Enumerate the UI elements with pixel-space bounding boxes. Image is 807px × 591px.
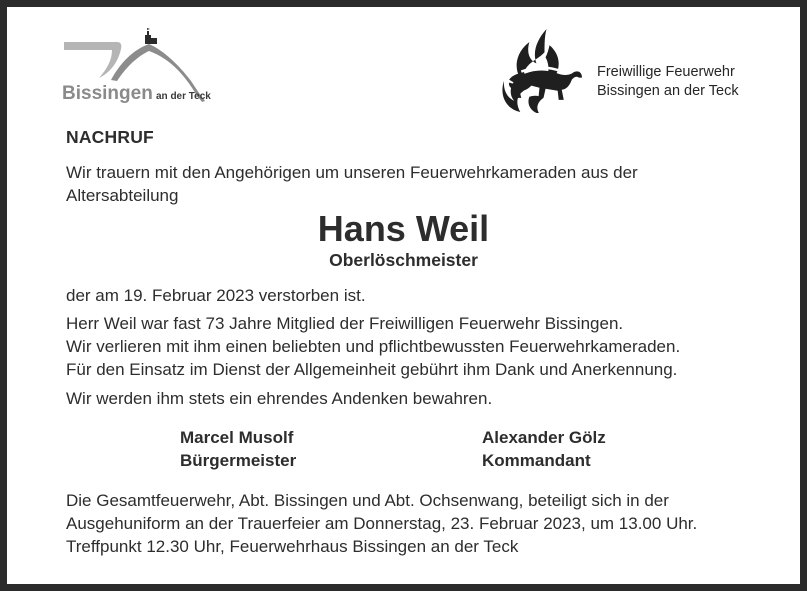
funeral-line-3: Treffpunkt 12.30 Uhr, Feuerwehrhaus Bissingen an der Teck (66, 537, 519, 556)
tribute-line-1: Herr Weil war fast 73 Jahre Mitglied der Freiwilligen Feuerwehr Bissingen. (66, 314, 624, 333)
tribute-line-3: Für den Einsatz im Dienst der Allgemeinheit gebührt ihm Dank und Anerkennung. (66, 360, 678, 379)
teck-hill-castle-icon (59, 25, 211, 109)
signatories (66, 426, 741, 472)
obituary-body (7, 126, 800, 558)
intro-line-2: Altersabteilung (66, 186, 179, 205)
fire-department-name-line1: Freiwillige Feuerwehr (597, 64, 735, 80)
funeral-line-1: Die Gesamtfeuerwehr, Abt. Bissingen und Abt. Ochsenwang, beteiligt sich in der (66, 491, 669, 510)
signatory-name: Alexander Gölz (482, 428, 606, 447)
intro-paragraph (66, 161, 741, 207)
municipality-name-text: Bissingen (62, 83, 153, 104)
fire-department-name-line2: Bissingen an der Teck (597, 83, 739, 99)
tribute-paragraph (66, 312, 741, 381)
flame-lion-icon (499, 27, 585, 113)
header (7, 7, 800, 111)
intro-line-1: Wir trauern mit den Angehörigen um unseren Feuerwehrkameraden aus der (66, 163, 638, 182)
fire-department-name (597, 63, 739, 101)
funeral-line-2: Ausgehuniform an der Trauerfeier am Donnerstag, 23. Februar 2023, um 13.00 Uhr. (66, 514, 698, 533)
deceased-rank: Oberlöschmeister (329, 250, 478, 270)
municipality-suffix-text: an der Teck (156, 91, 211, 102)
death-date-line: der am 19. Februar 2023 verstorben ist. (66, 286, 366, 305)
remembrance-line: Wir werden ihm stets ein ehrendes Andenken bewahren. (66, 389, 493, 408)
bissingen-municipality-logo (59, 25, 211, 114)
signatory-commander (482, 426, 606, 472)
signatory-title: Bürgermeister (180, 451, 297, 470)
funeral-details-paragraph (66, 489, 741, 558)
obituary-heading: NACHRUF (66, 127, 154, 147)
signatory-mayor (180, 426, 296, 472)
deceased-name: Hans Weil (317, 208, 490, 249)
tribute-line-2: Wir verlieren mit ihm einen beliebten und pflichtbewussten Feuerwehrkameraden. (66, 337, 681, 356)
signatory-name: Marcel Musolf (180, 428, 294, 447)
signatory-title: Kommandant (482, 451, 591, 470)
fire-department-emblem (499, 27, 585, 118)
